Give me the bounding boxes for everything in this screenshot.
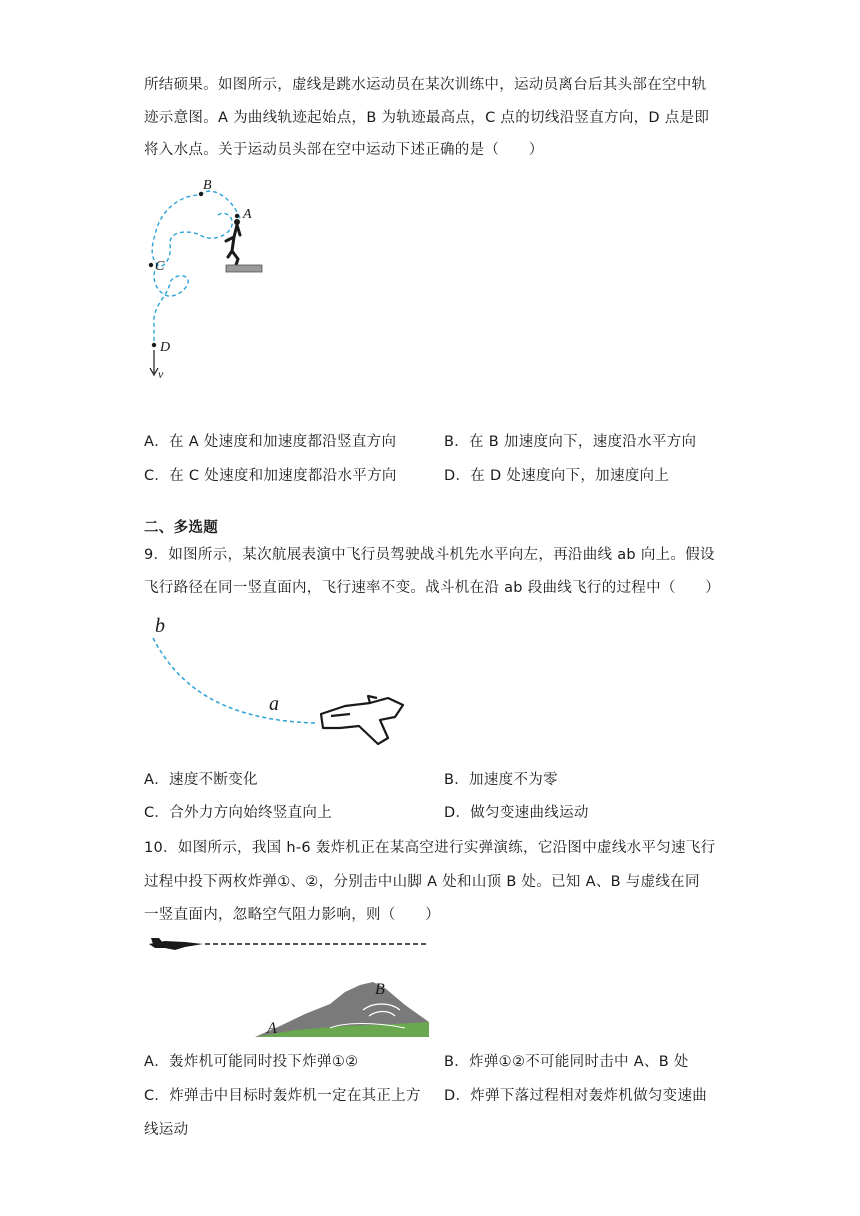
bomber-icon (149, 938, 203, 950)
q8-diver-figure (140, 175, 280, 385)
q8-option-a: A．在 A 处速度和加速度都沿竖直方向 (144, 434, 397, 450)
q8-line-1: 所结硕果。如图所示，虚线是跳水运动员在某次训练中，运动员离台后其头部在空中轨 (144, 77, 707, 93)
q9-option-d: D．做匀变速曲线运动 (444, 805, 589, 821)
label-b: b (155, 615, 165, 637)
q8-option-b: B．在 B 加速度向下，速度沿水平方向 (444, 434, 697, 450)
label-D: D (160, 340, 171, 355)
q10-option-d: D．炸弹下落过程相对轰炸机做匀变速曲 (444, 1088, 708, 1104)
point-C-dot (149, 263, 153, 267)
q9-jet-figure (145, 610, 415, 760)
point-A-dot (235, 214, 239, 218)
label-A: A (243, 207, 252, 222)
q9-line-2: 飞行路径在同一竖直面内，飞行速率不变。战斗机在沿 ab 段曲线飞行的过程中（ ） (144, 580, 721, 596)
label-B: B (375, 981, 385, 998)
label-A: A (267, 1020, 277, 1037)
q10-bomber-figure (145, 930, 435, 1045)
q10-line-2: 过程中投下两枚炸弹①、②，分别击中山脚 A 处和山顶 B 处。已知 A、B 与虚线在同 (144, 874, 700, 890)
q9-option-c: C．合外力方向始终竖直向上 (144, 805, 333, 821)
section-heading: 二、多选题 (144, 520, 218, 536)
label-B: B (203, 178, 212, 193)
q10-option-c: C．炸弹击中目标时轰炸机一定在其正上方 (144, 1088, 421, 1104)
diver-icon (226, 219, 240, 265)
q10-option-b: B．炸弹①②不可能同时击中 A、B 处 (444, 1054, 689, 1070)
curve-ab (153, 638, 315, 723)
q10-line-1: 10．如图所示，我国 h-6 轰炸机正在某高空进行实弹演练，它沿图中虚线水平匀速飞行 (144, 840, 716, 856)
label-C: C (155, 259, 165, 274)
q9-option-a: A．速度不断变化 (144, 772, 258, 788)
q8-option-d: D．在 D 处速度向下，加速度向上 (444, 468, 670, 484)
diving-platform (226, 265, 262, 272)
point-D-dot (152, 343, 156, 347)
q8-line-3: 将入水点。关于运动员头部在空中运动下述正确的是（ ） (144, 142, 544, 158)
q8-line-2: 迹示意图。A 为曲线轨迹起始点，B 为轨迹最高点，C 点的切线沿竖直方向，D 点是即 (144, 110, 710, 126)
label-a: a (269, 693, 279, 715)
q9-option-b: B．加速度不为零 (444, 772, 558, 788)
q10-option-d-continued: 线运动 (144, 1122, 189, 1138)
fighter-jet-icon (321, 696, 403, 744)
q10-option-a: A．轰炸机可能同时投下炸弹①② (144, 1054, 359, 1070)
mountain (255, 982, 429, 1037)
q8-option-c: C．在 C 处速度和加速度都沿水平方向 (144, 468, 397, 484)
q9-line-1: 9．如图所示，某次航展表演中飞行员驾驶战斗机先水平向左，再沿曲线 ab 向上。假设 (144, 547, 715, 563)
q10-line-3: 一竖直面内，忽略空气阻力影响，则（ ） (144, 907, 440, 923)
label-v: v (158, 367, 164, 381)
